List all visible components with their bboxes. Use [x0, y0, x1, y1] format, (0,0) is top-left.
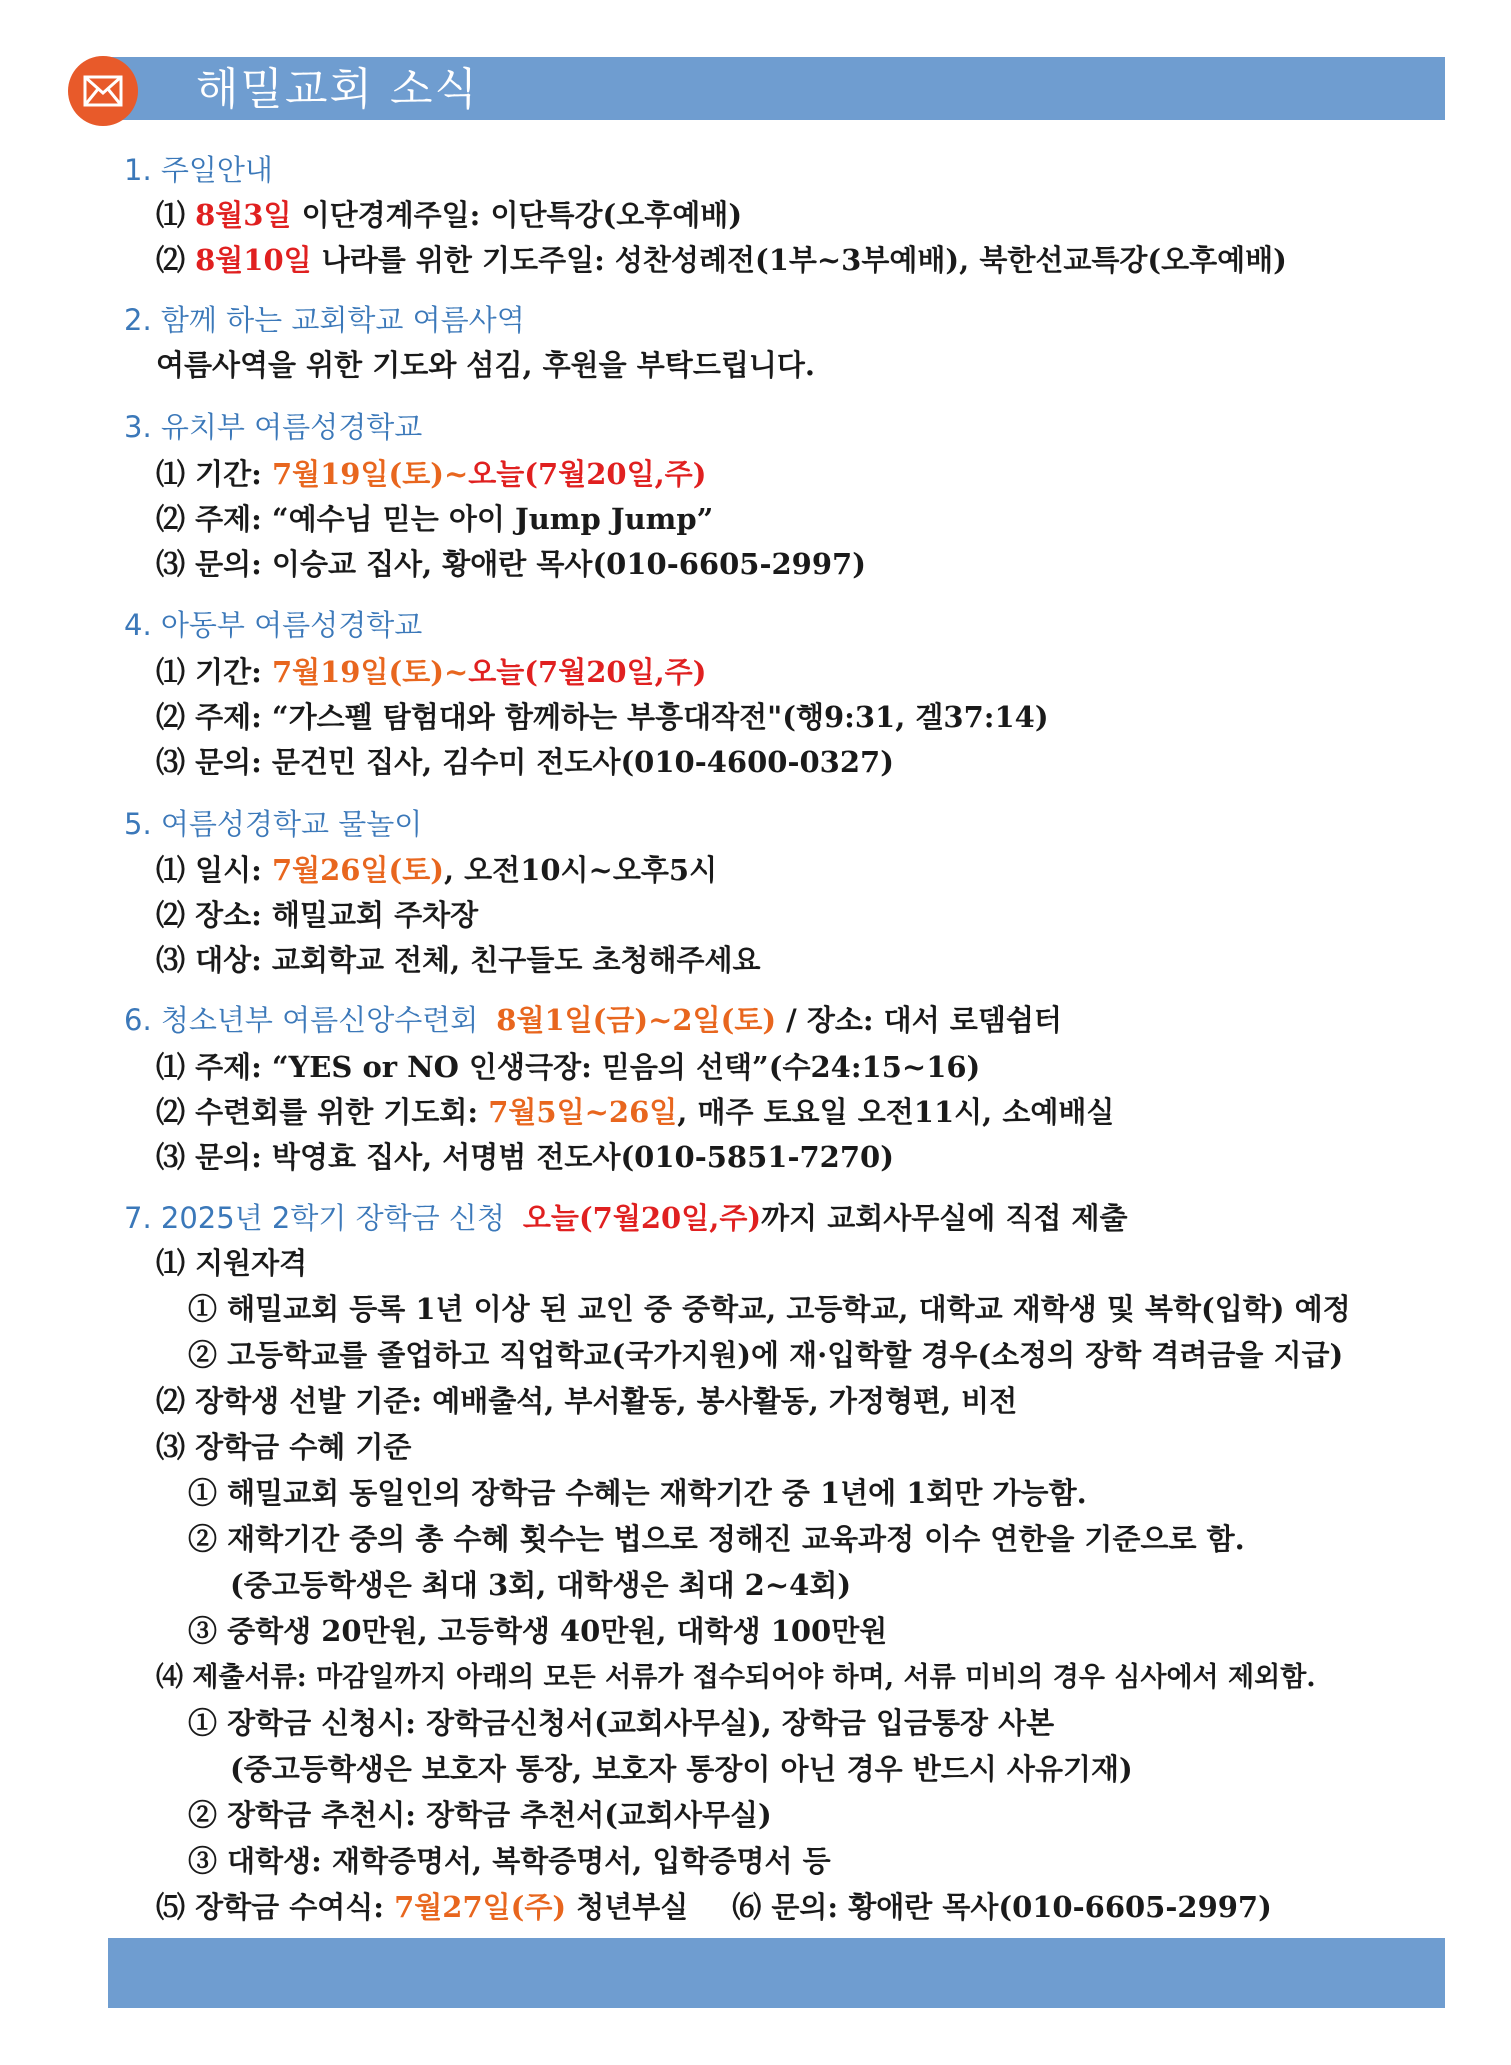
- s5-line-2: ⑵ 장소: 해밀교회 주차장: [156, 898, 479, 932]
- s1-line-1: ⑴ 8월3일 이단경계주일: 이단특강(오후예배): [156, 198, 743, 232]
- footer-bar: [108, 1938, 1445, 2008]
- s6-line-3: ⑶ 문의: 박영효 집사, 서명범 전도사(010-5851-7270): [156, 1140, 894, 1174]
- s7-a2: ② 고등학교를 졸업하고 직업학교(국가지원)에 재·입학할 경우(소정의 장학 격려금을 지급): [188, 1338, 1344, 1372]
- s6-line-1: ⑴ 주제: “YES or NO 인생극장: 믿음의 선택”(수24:15~16): [156, 1050, 981, 1084]
- s5-line-3: ⑶ 대상: 교회학교 전체, 친구들도 초청해주세요: [156, 943, 761, 977]
- s7-a1: ① 해밀교회 등록 1년 이상 된 교인 중 중학교, 고등학교, 대학교 재학생 및 복학(입학) 예정: [188, 1292, 1351, 1326]
- s7-c2b: (중고등학생은 최대 3회, 대학생은 최대 2~4회): [230, 1568, 852, 1602]
- s7-d1: ① 장학금 신청시: 장학금신청서(교회사무실), 장학금 입금통장 사본: [188, 1706, 1055, 1740]
- s2-line-1: 여름사역을 위한 기도와 섬김, 후원을 부탁드립니다.: [156, 348, 815, 382]
- section-3-title: 3. 유치부 여름성경학교: [124, 410, 423, 444]
- section-2-title: 2. 함께 하는 교회학교 여름사역: [124, 303, 525, 337]
- mail-icon: [68, 56, 138, 126]
- s7-b: ⑵ 장학생 선발 기준: 예배출석, 부서활동, 봉사활동, 가정형편, 비전: [156, 1384, 1018, 1418]
- page-title: 해밀교회 소식: [196, 64, 480, 115]
- s3-line-3: ⑶ 문의: 이승교 집사, 황애란 목사(010-6605-2997): [156, 547, 866, 581]
- section-6-title: 6. 청소년부 여름신앙수련회 8월1일(금)~2일(토) / 장소: 대서 로뎀쉼터: [124, 1003, 1062, 1037]
- s7-c3: ③ 중학생 20만원, 고등학생 40만원, 대학생 100만원: [188, 1614, 888, 1648]
- s3-line-2: ⑵ 주제: “예수님 믿는 아이 Jump Jump”: [156, 502, 714, 536]
- s5-line-1: ⑴ 일시: 7월26일(토), 오전10시~오후5시: [156, 853, 718, 887]
- s4-line-2: ⑵ 주제: “가스펠 탐험대와 함께하는 부흥대작전"(행9:31, 겔37:14): [156, 700, 1049, 734]
- s3-line-1: ⑴ 기간: 7월19일(토)~오늘(7월20일,주): [156, 457, 707, 491]
- s7-e: ⑸ 장학금 수여식: 7월27일(주) 청년부실 ⑹ 문의: 황애란 목사(010-6605-2997): [156, 1890, 1272, 1924]
- section-7-title: 7. 2025년 2학기 장학금 신청 오늘(7월20일,주)까지 교회사무실에 직접 제출: [124, 1201, 1128, 1235]
- s4-line-1: ⑴ 기간: 7월19일(토)~오늘(7월20일,주): [156, 655, 707, 689]
- s1-line-2: ⑵ 8월10일 나라를 위한 기도주일: 성찬성례전(1부~3부예배), 북한선교특강(오후예배): [156, 243, 1287, 277]
- s7-d1b: (중고등학생은 보호자 통장, 보호자 통장이 아닌 경우 반드시 사유기재): [230, 1752, 1133, 1786]
- section-1-title: 1. 주일안내: [124, 153, 273, 187]
- s7-d3: ③ 대학생: 재학증명서, 복학증명서, 입학증명서 등: [188, 1844, 831, 1878]
- s7-c1: ① 해밀교회 동일인의 장학금 수혜는 재학기간 중 1년에 1회만 가능함.: [188, 1476, 1087, 1510]
- s4-line-3: ⑶ 문의: 문건민 집사, 김수미 전도사(010-4600-0327): [156, 745, 894, 779]
- section-4-title: 4. 아동부 여름성경학교: [124, 608, 423, 642]
- s7-c2: ② 재학기간 중의 총 수혜 횟수는 법으로 정해진 교육과정 이수 연한을 기준으로 함.: [188, 1522, 1245, 1556]
- s7-a: ⑴ 지원자격: [156, 1246, 308, 1280]
- s7-c: ⑶ 장학금 수혜 기준: [156, 1430, 412, 1464]
- s7-d: ⑷ 제출서류: 마감일까지 아래의 모든 서류가 접수되어야 하며, 서류 미비의 경우 심사에서 제외함.: [156, 1662, 1316, 1693]
- section-5-title: 5. 여름성경학교 물놀이: [124, 807, 423, 841]
- s6-line-2: ⑵ 수련회를 위한 기도회: 7월5일~26일, 매주 토요일 오전11시, 소예배실: [156, 1095, 1115, 1129]
- s7-d2: ② 장학금 추천시: 장학금 추천서(교회사무실): [188, 1798, 772, 1832]
